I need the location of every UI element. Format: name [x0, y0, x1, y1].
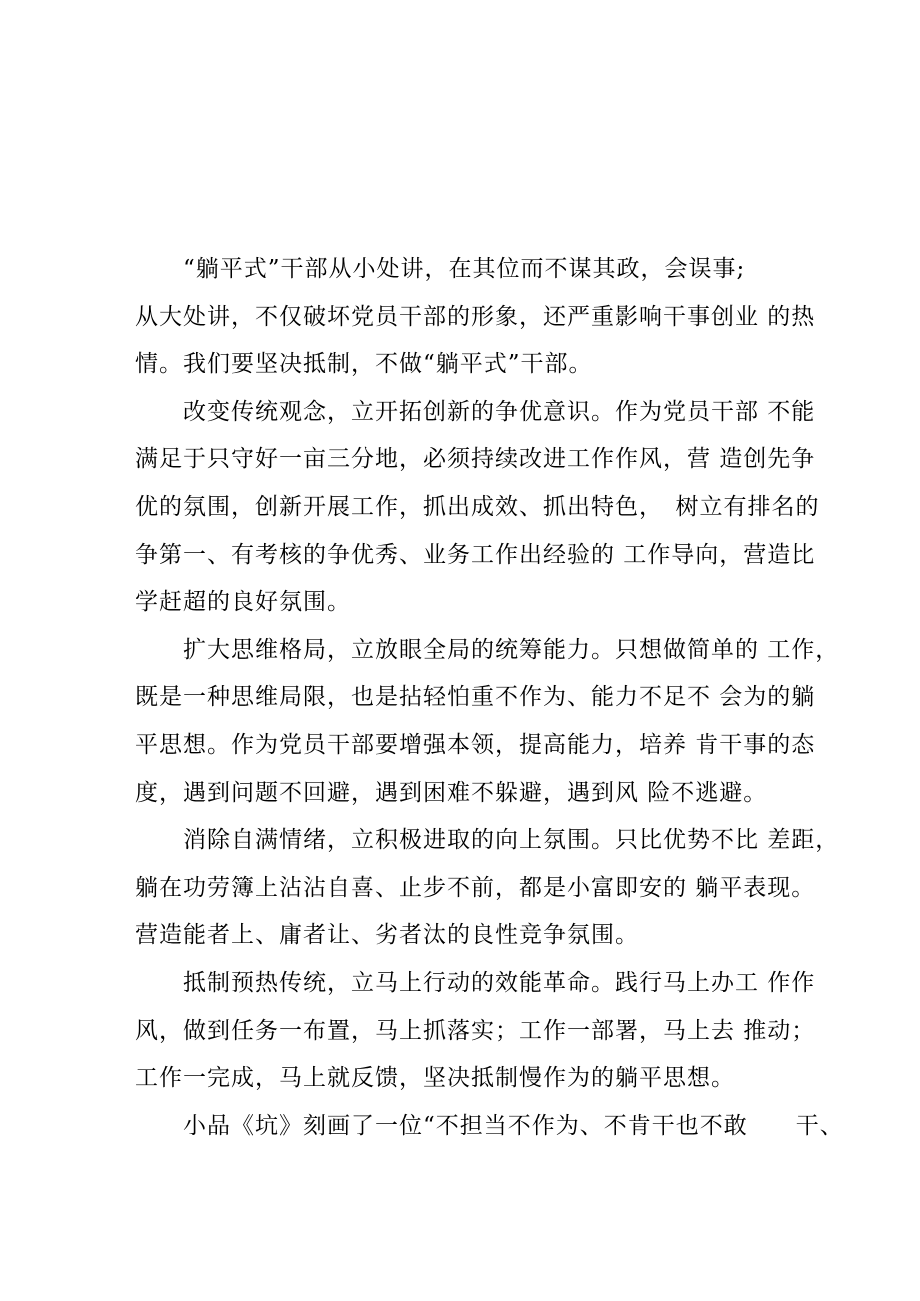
paragraph-first-line: 改变传统观念，立开拓创新的争优意识。作为党员干部 不能	[183, 398, 816, 425]
text-line: 情。我们要坚决抵制，不做“躺平式”干部。	[135, 351, 593, 378]
paragraph-first-line: 抵制预热传统，立马上行动的效能革命。践行马上办工 作作	[183, 969, 816, 996]
text-line: 工作一完成，马上就反馈，坚决抵制慢作为的躺平思想。	[135, 1065, 735, 1092]
paragraph-first-line: 扩大思维格局，立放眼全局的统筹能力。只想做简单的 工作，	[183, 636, 840, 663]
document-body	[135, 246, 844, 1150]
text-line: 度，遇到问题不回避，遇到困难不躲避，遇到风 险不逃避。	[135, 779, 768, 806]
text-line: 争第一、有考核的争优秀、业务工作出经验的 工作导向，营造比	[135, 541, 816, 568]
paragraph-first-line: 小品《坑》刻画了一位“不担当不作为、不肯干也不敢 干、	[183, 1112, 844, 1139]
text-line: 学赶超的良好氛围。	[135, 589, 351, 616]
text-line: 从大处讲，不仅破坏党员干部的形象，还严重影响干事创业 的热	[135, 303, 816, 330]
text-line: 既是一种思维局限，也是拈轻怕重不作为、能力不足不 会为的躺	[135, 684, 816, 711]
paragraph-first-line: “躺平式”干部从小处讲，在其位而不谋其政，会误事;	[183, 256, 746, 282]
paragraph-first-line: 消除自满情绪，立积极进取的向上氛围。只比优势不比 差距，	[183, 827, 840, 854]
text-line: 满足于只守好一亩三分地，必须持续改进工作作风，营 造创先争	[135, 446, 816, 473]
text-line: 优的氛围，创新开展工作，抓出成效、抓出特色， 树立有排名的	[135, 493, 820, 520]
text-line: 躺在功劳簿上沾沾自喜、止步不前，都是小富即安的 躺平表现。	[135, 874, 816, 901]
text-line: 营造能者上、庸者让、劣者汰的良性竞争氛围。	[135, 922, 639, 949]
text-line: 风，做到任务一布置，马上抓落实；工作一部署，马上去 推动；	[135, 1017, 816, 1044]
text-line: 平思想。作为党员干部要增强本领，提高能力，培养 肯干事的态	[135, 731, 816, 758]
